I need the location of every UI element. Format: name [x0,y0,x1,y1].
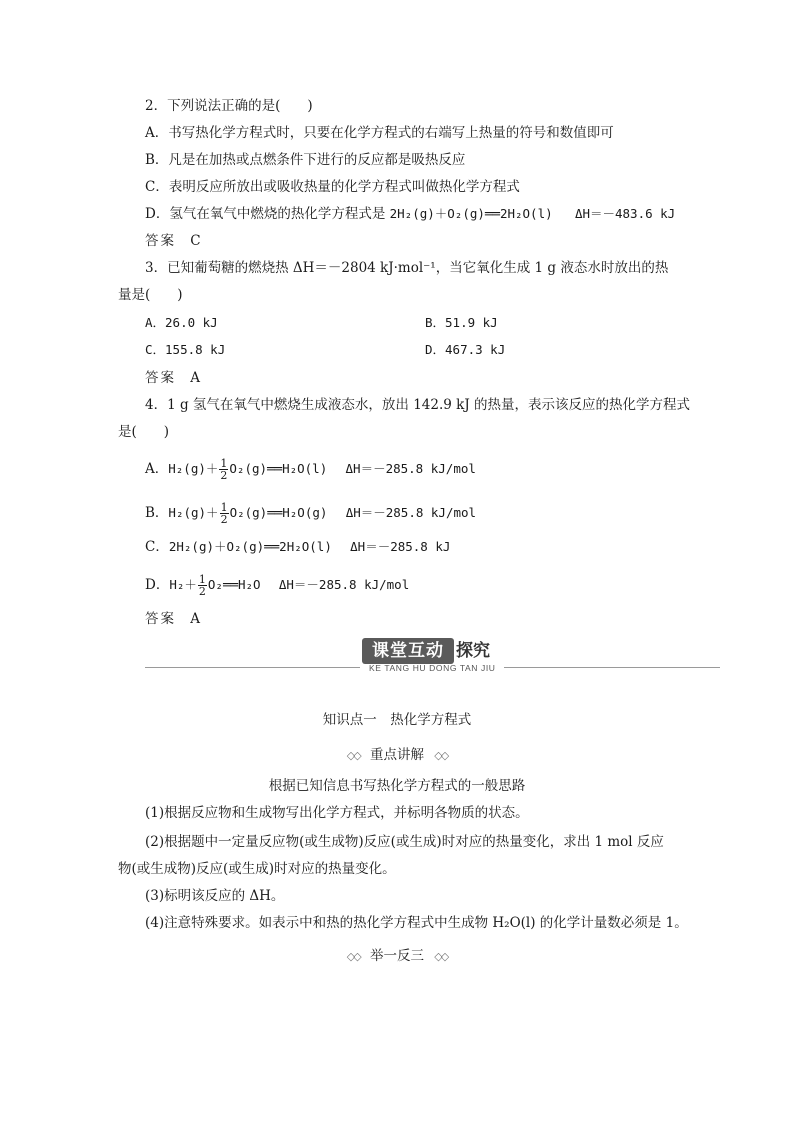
section-heading: 根据已知信息书写热化学方程式的一般思路 [268,778,526,794]
point-2-line1: (2)根据题中一定量反应物(或生成物)反应(或生成)时对应的热量变化，求出 1 mol 反应 [145,834,664,850]
banner-pinyin: KE TANG HU DONG TAN JIU [369,663,496,673]
q4-stem-line1: 4．1 g 氢气在氧气中燃烧生成液态水，放出 142.9 kJ 的热量，表示该反应的热化学方程式 [145,397,691,413]
q3-stem-line2: 量是( ) [118,287,183,303]
section-banner [362,638,502,664]
equation-part: O₂(g)══H₂O(l) [229,461,328,476]
answer-value: A [190,370,201,386]
q3-option-d: D．467.3 kJ [425,342,506,357]
q2-option-d-prefix: D．氢气在氧气中燃烧的热化学方程式是 [145,206,386,222]
enthalpy: ΔH＝－285.8 kJ [350,539,451,554]
answer-label: 答案 [145,233,176,249]
q3-stem-line1: 3．已知葡萄糖的燃烧热 ΔH＝－2804 kJ·mol⁻¹，当它氧化生成 1 g 液态水时放出的热 [145,260,669,276]
equation-part: O₂(g)══H₂O(g) [229,505,328,520]
enthalpy: ΔH＝－285.8 kJ/mol [345,505,477,520]
equation-part: H₂(g)＋ [168,505,219,520]
q2-option-a: A．书写热化学方程式时，只要在化学方程式的右端写上热量的符号和数值即可 [145,125,614,141]
banner-title-light: 探究 [456,641,490,661]
right-ornament-icon: ◇◇ [434,950,448,963]
q4-option-a [145,458,476,481]
left-ornament-icon: ◇◇ [346,950,360,963]
answer-label: 答案 [145,611,176,627]
q2-option-d [145,205,675,223]
equation: 2H₂(g)＋O₂(g)══2H₂O(l) [168,539,332,554]
banner-rule-right [504,667,720,668]
q2-option-c: C．表明反应所放出或吸收热量的化学方程式叫做热化学方程式 [145,179,520,195]
banner-rule-left [145,667,360,668]
section-title: 知识点一 热化学方程式 [322,712,472,728]
enthalpy: ΔH＝－285.8 kJ/mol [278,577,410,592]
subheading-key-points: ◇◇ 重点讲解 ◇◇ [346,747,448,763]
answer-value: A [190,611,201,627]
right-ornament-icon: ◇◇ [434,749,448,762]
option-letter: C． [145,539,169,555]
fraction-one-half: $\frac{1}{2}$ [220,457,228,482]
point-2-line2: 物(或生成物)反应(或生成)时对应的热量变化。 [118,861,396,877]
banner-title-dark: 课堂互动 [362,638,454,664]
q4-option-c [145,538,450,556]
answer-value: C [190,233,201,249]
fraction-one-half: $\frac{1}{2}$ [220,501,228,526]
enthalpy: ΔH＝－285.8 kJ/mol [345,461,476,476]
answer-label: 答案 [145,370,176,386]
point-1: (1)根据反应物和生成物写出化学方程式，并标明各物质的状态。 [145,805,529,821]
equation-part: O₂══H₂O [207,577,261,592]
equation-part: H₂(g)＋ [168,461,219,476]
q3-option-a: A．26.0 kJ [145,315,218,330]
q2-option-d-enthalpy: ΔH＝－483.6 kJ [574,206,676,221]
q3-answer [145,369,200,387]
option-letter: D． [145,577,170,593]
equation-part: H₂＋ [169,577,197,592]
q4-option-d [145,574,409,597]
q4-option-b [145,502,476,525]
q2-stem: 2．下列说法正确的是( ) [145,98,313,114]
option-letter: A． [145,461,169,477]
q3-option-b: B．51.9 kJ [425,315,498,330]
q4-answer [145,610,200,628]
option-letter: B． [145,505,169,521]
point-4: (4)注意特殊要求。如表示中和热的热化学方程式中生成物 H₂O(l) 的化学计量数必须是 1。 [145,915,688,931]
q2-option-b: B．凡是在加热或点燃条件下进行的反应都是吸热反应 [145,152,466,168]
q4-stem-line2: 是( ) [118,424,170,440]
subheading-practice: ◇◇ 举一反三 ◇◇ [346,948,448,964]
q2-answer [145,232,201,250]
q2-option-d-equation: 2H₂(g)＋O₂(g)══2H₂O(l) [389,206,553,221]
left-ornament-icon: ◇◇ [346,749,360,762]
q3-option-c: C．155.8 kJ [145,342,226,357]
fraction-one-half: $\frac{1}{2}$ [198,573,206,598]
point-3: (3)标明该反应的 ΔH。 [145,888,285,904]
